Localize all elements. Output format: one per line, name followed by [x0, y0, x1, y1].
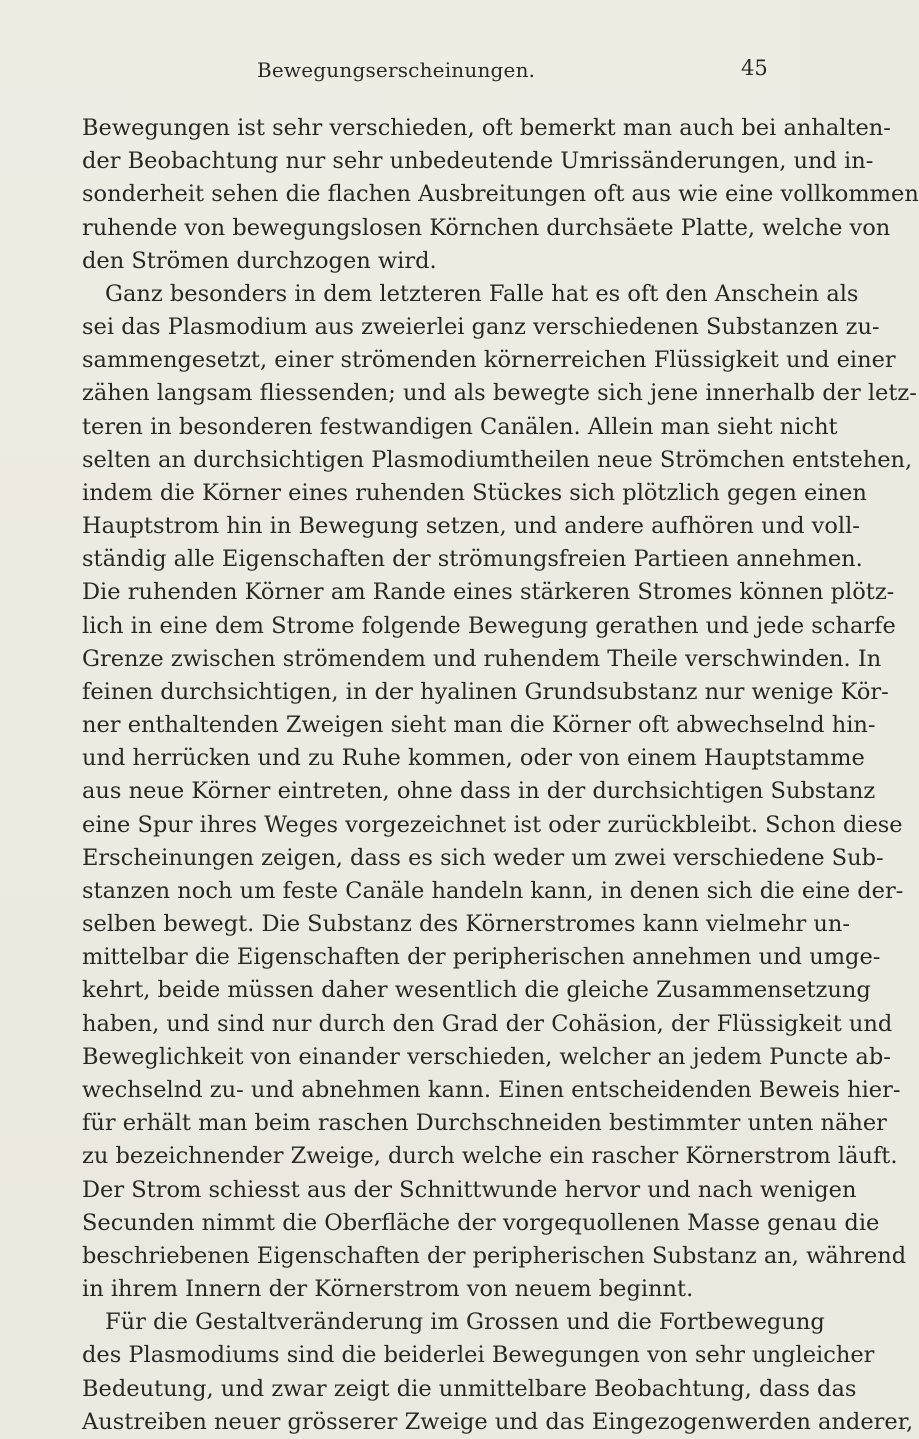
text-line: selben bewegt. Die Substanz des Körnerstromes kann vielmehr un-: [82, 911, 850, 938]
text-line: Die ruhenden Körner am Rande eines stärkeren Stromes können plötz-: [82, 579, 895, 606]
text-line: und herrücken und zu Ruhe kommen, oder von einem Hauptstamme: [82, 745, 865, 772]
text-line: lich in eine dem Strome folgende Bewegung gerathen und jede scharfe: [82, 612, 896, 639]
text-line: Secunden nimmt die Oberfläche der vorgequollenen Masse genau die: [82, 1209, 880, 1236]
text-line: der Beobachtung nur sehr unbedeutende Umrissänderungen, und in-: [82, 148, 874, 175]
text-line: Der Strom schiesst aus der Schnittwunde hervor und nach wenigen: [82, 1176, 857, 1203]
text-line: Erscheinungen zeigen, dass es sich weder um zwei verschiedene Sub-: [82, 844, 884, 871]
text-line: sammengesetzt, einer strömenden körnerreichen Flüssigkeit und einer: [82, 347, 896, 374]
text-line: teren in besonderen festwandigen Canälen. Allein man sieht nicht: [82, 413, 838, 440]
text-line: Beweglichkeit von einander verschieden, welcher an jedem Puncte ab-: [82, 1043, 891, 1070]
text-line: feinen durchsichtigen, in der hyalinen Grundsubstanz nur wenige Kör-: [82, 678, 889, 705]
text-line: ruhende von bewegungslosen Körnchen durchsäete Platte, welche von: [82, 214, 891, 241]
text-line: sei das Plasmodium aus zweierlei ganz verschiedenen Substanzen zu-: [82, 314, 880, 341]
body-text: [82, 112, 919, 1439]
text-line: aus neue Körner eintreten, ohne dass in der durchsichtigen Substanz: [82, 778, 876, 805]
text-line: haben, und sind nur durch den Grad der Cohäsion, der Flüssigkeit und: [82, 1010, 893, 1037]
text-line: ständig alle Eigenschaften der strömungsfreien Partieen annehmen.: [82, 546, 863, 573]
text-line: Bedeutung, und zwar zeigt die unmittelbare Beobachtung, dass das: [82, 1375, 857, 1402]
text-line: selten an durchsichtigen Plasmodiumtheilen neue Strömchen entstehen,: [82, 446, 913, 473]
text-line: des Plasmodiums sind die beiderlei Bewegungen von sehr ungleicher: [82, 1342, 875, 1369]
text-line: Bewegungen ist sehr verschieden, oft bemerkt man auch bei anhalten-: [82, 115, 891, 141]
text-line: Für die Gestaltveränderung im Grossen und die Fortbewegung: [105, 1309, 825, 1336]
running-head: Bewegungserscheinungen.: [257, 58, 536, 82]
text-line: ner enthaltenden Zweigen sieht man die Körner oft abwechselnd hin-: [82, 712, 876, 739]
text-line: indem die Körner eines ruhenden Stückes sich plötzlich gegen einen: [82, 479, 867, 506]
text-line: zähen langsam fliessenden; und als bewegte sich jene innerhalb der letz-: [82, 380, 917, 407]
text-line: mittelbar die Eigenschaften der peripherischen annehmen und umge-: [82, 944, 881, 971]
text-line: beschriebenen Eigenschaften der peripherischen Substanz an, während: [82, 1242, 907, 1269]
text-line: Grenze zwischen strömendem und ruhendem Theile verschwinden. In: [82, 645, 882, 672]
text-line: kehrt, beide müssen daher wesentlich die gleiche Zusammensetzung: [82, 977, 871, 1004]
text-line: den Strömen durchzogen wird.: [82, 247, 437, 274]
text-line: Hauptstrom hin in Bewegung setzen, und andere aufhören und voll-: [82, 513, 860, 540]
text-line: für erhält man beim raschen Durchschneiden bestimmter unten näher: [82, 1110, 887, 1137]
text-line: Austreiben neuer grösserer Zweige und das Eingezogenwerden anderer,: [82, 1408, 914, 1435]
text-line: wechselnd zu- und abnehmen kann. Einen entscheidenden Beweis hier-: [82, 1076, 901, 1103]
text-line: zu bezeichnender Zweige, durch welche ein rascher Körnerstrom läuft.: [82, 1143, 898, 1170]
text-line: in ihrem Innern der Körnerstrom von neuem beginnt.: [82, 1276, 694, 1303]
text-line: stanzen noch um feste Canäle handeln kann, in denen sich die eine der-: [82, 877, 904, 904]
text-line: eine Spur ihres Weges vorgezeichnet ist oder zurückbleibt. Schon diese: [82, 811, 903, 838]
text-line: sonderheit sehen die flachen Ausbreitungen oft aus wie eine vollkommen: [82, 181, 919, 208]
page-number: 45: [741, 56, 768, 80]
text-line: Ganz besonders in dem letzteren Falle hat es oft den Anschein als: [105, 280, 859, 307]
